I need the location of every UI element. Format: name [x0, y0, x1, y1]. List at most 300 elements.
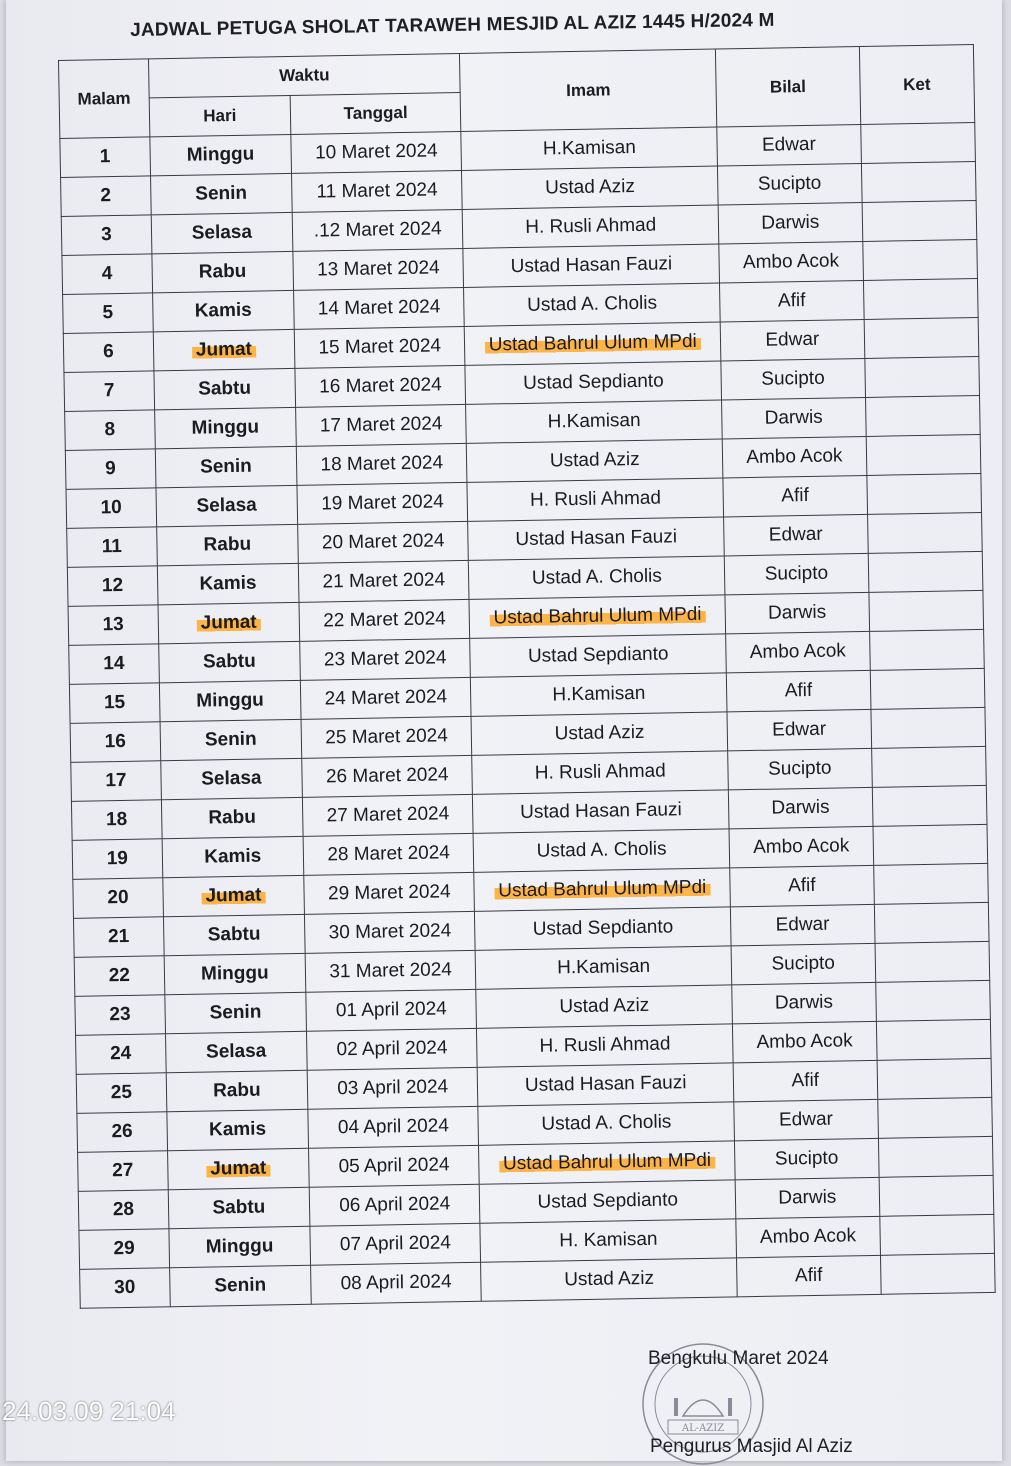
night-number-cell — [64, 371, 154, 412]
imam-cell — [463, 205, 719, 248]
bilal-cell — [731, 943, 875, 984]
day-name-cell-text: Selasa — [196, 494, 257, 517]
bilal-cell — [730, 865, 874, 906]
date-cell-text: 25 Maret 2024 — [325, 725, 449, 749]
bilal-cell-text: Afif — [777, 289, 806, 312]
bilal-cell — [733, 1021, 877, 1062]
day-name-cell — [159, 680, 301, 721]
night-number-cell-text: 20 — [107, 886, 129, 909]
note-cell — [863, 278, 978, 319]
date-cell — [308, 1106, 479, 1148]
note-cell — [878, 1136, 993, 1177]
header-hari: Hari — [149, 95, 291, 136]
night-number-cell-text: 28 — [112, 1198, 135, 1221]
bilal-cell — [737, 1255, 881, 1296]
night-number-cell — [65, 410, 155, 451]
date-cell-text: 02 April 2024 — [336, 1037, 448, 1061]
day-name-cell — [158, 602, 300, 643]
bilal-cell — [728, 748, 872, 789]
imam-cell-text: Ustad A. Cholis — [531, 565, 662, 589]
bilal-cell-text: Edwar — [778, 1108, 834, 1131]
bilal-cell — [736, 1216, 880, 1257]
schedule-body — [60, 123, 995, 1309]
date-cell-text: 11 Maret 2024 — [316, 179, 438, 203]
header-imam: Imam — [460, 49, 717, 131]
bilal-cell-text: Sucipto — [771, 952, 836, 975]
date-cell — [304, 872, 475, 914]
bilal-cell — [719, 241, 863, 282]
day-name-cell — [162, 875, 304, 916]
date-cell-text: 17 Maret 2024 — [319, 413, 443, 437]
imam-cell-text: Ustad Aziz — [559, 994, 650, 1018]
imam-cell — [465, 361, 721, 404]
day-name-cell — [152, 251, 294, 292]
imam-cell — [478, 1102, 734, 1145]
day-name-cell — [154, 368, 296, 409]
day-name-cell — [151, 212, 293, 253]
date-cell — [291, 170, 462, 212]
day-name-cell — [152, 290, 294, 331]
bilal-cell — [720, 319, 864, 360]
date-cell — [296, 404, 467, 446]
bilal-cell — [726, 670, 870, 711]
day-name-cell-text: Minggu — [186, 143, 255, 166]
night-number-cell-text: 23 — [109, 1003, 131, 1026]
imam-cell-text: Ustad Hasan Fauzi — [519, 799, 682, 824]
date-cell-text: 26 Maret 2024 — [325, 764, 449, 788]
bilal-cell — [729, 826, 873, 867]
night-number-cell-text: 5 — [102, 302, 114, 324]
bilal-cell — [735, 1177, 879, 1218]
night-number-cell-text: 7 — [103, 380, 115, 402]
date-cell — [293, 248, 464, 290]
imam-cell-text: Ustad Aziz — [544, 175, 636, 199]
date-cell-text: 14 Maret 2024 — [317, 296, 441, 320]
date-cell-text: 10 Maret 2024 — [314, 140, 438, 164]
bilal-cell — [720, 280, 864, 321]
date-cell-text: 04 April 2024 — [337, 1115, 450, 1139]
date-cell-text: 08 April 2024 — [340, 1271, 452, 1295]
bilal-cell-text: Afif — [787, 874, 816, 897]
bilal-cell-text: Darwis — [767, 601, 827, 624]
night-number-cell — [77, 1112, 167, 1153]
date-cell-text: 18 Maret 2024 — [320, 452, 444, 476]
footer-place-date: Bengkulu Maret 2024 — [648, 1348, 829, 1369]
day-name-cell-text: Jumat — [197, 612, 261, 634]
note-cell — [877, 1058, 992, 1099]
imam-cell-text: Ustad Aziz — [554, 721, 645, 745]
date-cell-text: 21 Maret 2024 — [322, 569, 446, 593]
bilal-cell — [722, 436, 866, 477]
night-number-cell — [80, 1268, 170, 1309]
imam-cell-text: H. Rusli Ahmad — [539, 1033, 671, 1057]
bilal-cell-text: Darwis — [774, 991, 834, 1014]
night-number-cell — [63, 293, 153, 334]
bilal-cell-text: Edwar — [772, 718, 827, 741]
imam-cell-text: H. Kamisan — [559, 1228, 658, 1252]
date-cell — [306, 1028, 477, 1070]
bilal-cell — [735, 1138, 879, 1179]
day-name-cell — [158, 641, 300, 682]
night-number-cell — [76, 1034, 166, 1075]
night-number-cell-text: 22 — [108, 964, 131, 987]
day-name-cell-text: Minggu — [200, 962, 269, 985]
schedule-table-wrapper — [58, 44, 996, 1309]
imam-cell-text: Ustad A. Cholis — [526, 292, 658, 316]
bilal-cell — [722, 397, 866, 438]
bilal-cell-text: Afif — [794, 1264, 823, 1287]
night-number-cell — [69, 644, 159, 685]
bilal-cell-text: Ambo Acok — [746, 445, 843, 469]
day-name-cell-text: Rabu — [208, 806, 257, 829]
date-cell — [310, 1223, 481, 1265]
night-number-cell — [71, 800, 161, 841]
night-number-cell-text: 8 — [104, 419, 116, 441]
night-number-cell — [76, 1073, 166, 1114]
date-cell — [300, 677, 471, 719]
imam-cell — [473, 790, 729, 833]
imam-cell — [481, 1258, 737, 1301]
bilal-cell — [718, 164, 862, 205]
imam-cell — [469, 595, 725, 638]
date-cell — [305, 950, 476, 992]
footer-organization: Pengurus Masjid Al Aziz — [650, 1436, 853, 1457]
night-number-cell-text: 14 — [103, 652, 125, 675]
imam-cell-text: Ustad Bahrul Ulum MPdi — [489, 604, 705, 629]
note-cell — [870, 668, 985, 709]
note-cell — [873, 863, 988, 904]
night-number-cell — [75, 995, 165, 1036]
night-number-cell-text: 12 — [101, 574, 124, 597]
night-number-cell-text: 17 — [105, 769, 127, 792]
bilal-cell — [717, 125, 861, 166]
date-cell — [309, 1184, 480, 1226]
bilal-cell-text: Darwis — [764, 406, 823, 429]
note-cell — [868, 551, 983, 592]
note-cell — [864, 317, 979, 358]
imam-cell-text: Ustad Hasan Fauzi — [515, 526, 678, 551]
day-name-cell-text: Sabtu — [198, 377, 252, 400]
imam-cell — [473, 829, 729, 872]
date-cell — [302, 755, 473, 797]
imam-cell — [462, 166, 718, 209]
bilal-cell-text: Ambo Acok — [749, 640, 847, 664]
date-cell-text: .12 Maret 2024 — [313, 218, 442, 242]
night-number-cell-text: 27 — [111, 1159, 134, 1182]
note-cell — [877, 1097, 992, 1138]
night-number-cell-text: 13 — [102, 613, 124, 636]
night-number-cell — [65, 449, 155, 490]
imam-cell-text: Ustad Bahrul Ulum MPdi — [485, 331, 701, 356]
bilal-cell-text: Sucipto — [774, 1147, 839, 1170]
note-cell — [875, 941, 990, 982]
day-name-cell-text: Senin — [204, 728, 257, 751]
day-name-cell — [165, 1031, 307, 1072]
night-number-cell-text: 30 — [114, 1276, 136, 1299]
bilal-cell — [723, 475, 867, 516]
date-cell-text: 20 Maret 2024 — [321, 530, 445, 554]
night-number-cell-text: 10 — [100, 496, 122, 519]
note-cell — [879, 1175, 994, 1216]
note-cell — [866, 473, 981, 514]
day-name-cell-text: Rabu — [203, 533, 252, 556]
day-name-cell-text: Rabu — [198, 260, 247, 283]
imam-cell-text: Ustad A. Cholis — [536, 838, 667, 862]
bilal-cell — [727, 709, 871, 750]
day-name-cell-text: Rabu — [212, 1079, 261, 1102]
night-number-cell — [68, 605, 158, 646]
bilal-cell — [724, 553, 868, 594]
imam-cell-text: Ustad Aziz — [564, 1267, 655, 1291]
imam-cell — [477, 1024, 733, 1067]
imam-cell — [461, 127, 717, 170]
day-name-cell — [155, 446, 297, 487]
imam-cell-text: Ustad Hasan Fauzi — [510, 253, 673, 278]
day-name-cell-text: Kamis — [204, 845, 262, 868]
date-cell-text: 05 April 2024 — [338, 1154, 450, 1178]
day-name-cell-text: Minggu — [191, 416, 260, 439]
day-name-cell-text: Kamis — [194, 299, 252, 322]
imam-cell — [480, 1219, 736, 1262]
note-cell — [879, 1214, 994, 1255]
day-name-cell — [161, 797, 303, 838]
night-number-cell — [79, 1229, 169, 1270]
night-number-cell-text: 11 — [101, 535, 123, 558]
day-name-cell-text: Sabtu — [207, 923, 261, 946]
day-name-cell-text: Minggu — [196, 689, 264, 712]
bilal-cell-text: Sucipto — [757, 172, 822, 195]
date-cell — [307, 1067, 478, 1109]
imam-cell — [467, 478, 723, 521]
day-name-cell — [153, 329, 295, 370]
note-cell — [864, 356, 979, 397]
bilal-cell — [730, 904, 874, 945]
date-cell-text: 01 April 2024 — [335, 998, 447, 1022]
night-number-cell — [74, 956, 164, 997]
imam-cell — [469, 556, 725, 599]
bilal-cell-text: Edwar — [768, 523, 823, 546]
night-number-cell — [67, 527, 157, 568]
bilal-cell-text: Edwar — [761, 133, 817, 156]
note-cell — [873, 824, 988, 865]
day-name-cell-text: Senin — [199, 455, 253, 478]
imam-cell — [474, 868, 730, 911]
day-name-cell — [169, 1226, 311, 1267]
imam-cell — [470, 634, 726, 677]
day-name-cell — [156, 485, 298, 526]
document-title: JADWAL PETUGA SHOLAT TARAWEH MESJID AL AZIZ 1445 H/2024 M — [130, 9, 775, 41]
imam-cell-text: H.Kamisan — [557, 955, 651, 979]
night-number-cell-text: 15 — [103, 691, 126, 714]
night-number-cell — [78, 1151, 168, 1192]
date-cell — [306, 989, 477, 1031]
bilal-cell — [732, 982, 876, 1023]
bilal-cell-text: Ambo Acok — [742, 250, 840, 274]
imam-cell — [471, 673, 727, 716]
schedule-table — [58, 44, 996, 1309]
date-cell-text: 23 Maret 2024 — [323, 647, 447, 671]
night-number-cell — [71, 761, 161, 802]
night-number-cell — [63, 332, 153, 373]
date-cell — [311, 1262, 482, 1304]
day-name-cell — [163, 914, 305, 955]
note-cell — [865, 395, 980, 436]
day-name-cell — [167, 1109, 309, 1150]
bilal-cell — [734, 1099, 878, 1140]
bilal-cell — [733, 1060, 877, 1101]
day-name-cell — [157, 563, 299, 604]
bilal-cell — [728, 787, 872, 828]
day-name-cell — [167, 1148, 309, 1189]
imam-cell — [476, 985, 732, 1028]
date-cell-text: 07 April 2024 — [339, 1232, 452, 1256]
date-cell — [294, 287, 465, 329]
night-number-cell — [66, 488, 156, 529]
date-cell — [291, 131, 462, 173]
date-cell — [296, 443, 467, 485]
day-name-cell-text: Jumat — [206, 1157, 270, 1179]
date-cell-text: 30 Maret 2024 — [328, 920, 452, 944]
date-cell-text: 13 Maret 2024 — [316, 257, 440, 281]
date-cell-text: 19 Maret 2024 — [321, 491, 444, 515]
header-waktu: Waktu — [148, 53, 460, 97]
bilal-cell-text: Darwis — [761, 211, 820, 234]
day-name-cell-text: Jumat — [192, 339, 256, 361]
imam-cell-text: H. Rusli Ahmad — [534, 760, 666, 784]
date-cell — [302, 794, 473, 836]
imam-cell-text: Ustad Bahrul Ulum MPdi — [499, 1150, 715, 1175]
day-name-cell — [150, 134, 292, 175]
note-cell — [872, 785, 987, 826]
bilal-cell — [724, 514, 868, 555]
note-cell — [869, 590, 984, 631]
imam-cell — [468, 517, 724, 560]
header-malam: Malam — [59, 59, 150, 139]
imam-cell-text: Ustad Hasan Fauzi — [524, 1072, 687, 1097]
bilal-cell — [726, 631, 870, 672]
date-cell-text: 06 April 2024 — [339, 1193, 451, 1217]
day-name-cell — [168, 1187, 310, 1228]
bilal-cell-text: Afif — [784, 679, 813, 702]
night-number-cell — [73, 917, 163, 958]
bilal-cell — [725, 592, 869, 633]
bilal-cell-text: Ambo Acok — [752, 835, 850, 858]
stamp-label: AL-AZIZ — [681, 1423, 725, 1434]
night-number-cell-text: 9 — [105, 458, 116, 480]
photo-timestamp: 24.03.09 21:04 — [2, 1396, 176, 1426]
bilal-cell — [718, 202, 862, 243]
night-number-cell — [78, 1190, 168, 1231]
note-cell — [876, 1019, 991, 1060]
imam-cell — [464, 283, 720, 326]
header-ket: Ket — [859, 45, 975, 125]
note-cell — [860, 123, 975, 164]
night-number-cell-text: 6 — [102, 341, 114, 363]
date-cell — [295, 365, 466, 407]
day-name-cell — [165, 992, 307, 1033]
date-cell-text: 15 Maret 2024 — [318, 335, 442, 359]
date-cell-text: 16 Maret 2024 — [319, 374, 442, 398]
date-cell-text: 28 Maret 2024 — [327, 842, 451, 866]
day-name-cell-text: Minggu — [205, 1235, 274, 1258]
imam-cell-text: Ustad Sepdianto — [532, 916, 674, 940]
date-cell — [304, 911, 475, 953]
day-name-cell — [166, 1070, 308, 1111]
day-name-cell — [160, 758, 302, 799]
imam-cell-text: Ustad Sepdianto — [537, 1189, 679, 1213]
night-number-cell — [67, 566, 157, 607]
day-name-cell-text: Senin — [214, 1274, 267, 1297]
imam-cell-text: H.Kamisan — [547, 409, 641, 433]
date-cell-text: 24 Maret 2024 — [324, 686, 448, 710]
night-number-cell — [62, 254, 152, 295]
note-cell — [875, 980, 990, 1021]
imam-cell-text: Ustad Aziz — [549, 448, 640, 472]
imam-cell — [480, 1180, 736, 1223]
imam-cell — [471, 712, 727, 755]
day-name-cell-text: Jumat — [201, 885, 265, 907]
imam-cell — [472, 751, 728, 794]
note-cell — [874, 902, 989, 943]
imam-cell-text: H. Rusli Ahmad — [529, 487, 662, 511]
night-number-cell-text: 4 — [101, 263, 113, 285]
bilal-cell-text: Afif — [791, 1069, 820, 1092]
date-cell — [300, 638, 471, 680]
night-number-cell — [61, 176, 151, 217]
imam-cell-text: Ustad Bahrul Ulum MPdi — [494, 877, 710, 902]
note-cell — [869, 629, 984, 670]
date-cell — [303, 833, 474, 875]
note-cell — [861, 162, 976, 203]
date-cell — [301, 716, 472, 758]
bilal-cell-text: Ambo Acok — [756, 1030, 853, 1053]
bilal-cell-text: Darwis — [771, 796, 830, 819]
night-number-cell-text: 2 — [100, 185, 112, 207]
day-name-cell-text: Senin — [195, 182, 248, 205]
night-number-cell-text: 3 — [100, 224, 112, 246]
day-name-cell — [162, 836, 304, 877]
imam-cell-text: Ustad A. Cholis — [541, 1111, 672, 1135]
day-name-cell-text: Selasa — [205, 1040, 267, 1063]
date-cell — [294, 326, 465, 368]
date-cell — [298, 521, 469, 563]
date-cell-text: 22 Maret 2024 — [323, 608, 446, 632]
night-number-cell — [73, 878, 163, 919]
day-name-cell-text: Kamis — [199, 572, 257, 595]
bilal-cell-text: Sucipto — [761, 367, 825, 390]
date-cell — [292, 209, 463, 251]
day-name-cell — [150, 173, 292, 214]
note-cell — [862, 200, 977, 241]
bilal-cell — [721, 358, 865, 399]
note-cell — [880, 1253, 995, 1294]
night-number-cell — [60, 137, 150, 178]
day-name-cell — [154, 407, 296, 448]
imam-cell — [478, 1063, 734, 1106]
date-cell — [297, 482, 468, 524]
night-number-cell — [69, 683, 159, 724]
day-name-cell — [164, 953, 306, 994]
imam-cell-text: Ustad Sepdianto — [523, 370, 664, 394]
night-number-cell-text: 16 — [104, 730, 127, 753]
note-cell — [866, 434, 981, 475]
night-number-cell — [72, 839, 162, 880]
night-number-cell-text: 29 — [113, 1237, 135, 1260]
day-name-cell — [156, 524, 298, 565]
night-number-cell — [61, 215, 151, 256]
bilal-cell-text: Afif — [781, 484, 809, 507]
date-cell-text: 27 Maret 2024 — [326, 803, 450, 827]
